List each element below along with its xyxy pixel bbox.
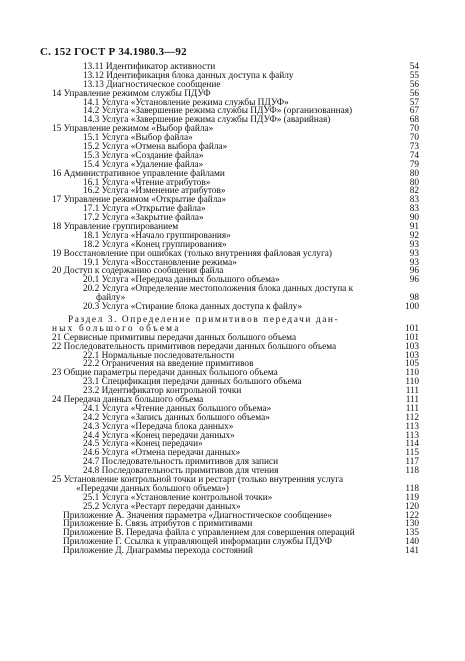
toc-entry-title: 19.1 Услуга «Восстановление режима» xyxy=(83,257,237,268)
toc-entry-title: 25.2 Услуга «Рестарт передачи данных» xyxy=(83,501,241,512)
toc-entry-page: 93 xyxy=(409,248,419,259)
toc-entry-title: 14 Управление режимом службы ПДУФ xyxy=(52,88,211,99)
toc-entry-title: 15.4 Услуга «Удаление файла» xyxy=(83,159,204,170)
toc-entry-title: 24.8 Последовательность примитивов для чтения xyxy=(83,466,279,477)
toc-entry-page: 105 xyxy=(405,359,419,370)
toc-entry-title: 24.4 Услуга «Конец передачи данных» xyxy=(83,430,235,441)
toc-entry-title: 18.2 Услуга «Конец группирования» xyxy=(83,239,227,250)
toc-entry-title: 20 Доступ к содержанию сообщения файла xyxy=(52,266,224,277)
toc-entry-page: 113 xyxy=(405,421,419,432)
toc-entry-page: 117 xyxy=(405,457,419,468)
toc-entry-title: 14.3 Услуга «Завершение режима службы ПДУФ» (аварийная) xyxy=(83,115,331,126)
toc-entry-page: 111 xyxy=(405,386,419,397)
toc-entry-page: 114 xyxy=(405,439,419,450)
toc-entry-title: 13.12 Идентификация блока данных доступа к файлу xyxy=(83,70,294,81)
toc-entry-title: «Передачи данных большого объема») xyxy=(76,483,229,494)
toc-entry-page: 110 xyxy=(405,377,419,388)
toc-entry-title: 19 Восстановление при ошибках (только внутренняя файловая услуга) xyxy=(52,248,332,259)
toc-entry xyxy=(0,179,465,188)
toc-entry-page: 120 xyxy=(405,501,419,512)
table-of-contents xyxy=(0,63,465,556)
toc-entry-page: 83 xyxy=(409,204,419,215)
toc-entry xyxy=(0,72,465,81)
toc-entry-page: 93 xyxy=(409,239,419,250)
toc-entry-title: 24.5 Услуга «Конец передачи» xyxy=(83,439,203,450)
toc-entry-title: 15 Управление режимом «Выбор файла» xyxy=(52,124,214,135)
toc-entry-title: 15.2 Услуга «Отмена выбора файла» xyxy=(83,142,228,153)
toc-entry-title: 15.3 Услуга «Создание файла» xyxy=(83,150,204,161)
toc-entry-page: 91 xyxy=(409,222,419,233)
toc-entry-page: 113 xyxy=(405,430,419,441)
toc-entry-title: ных большого объема xyxy=(52,323,181,334)
toc-entry-page: 135 xyxy=(405,528,419,539)
toc-entry xyxy=(0,143,465,152)
toc-entry-title: 25.1 Услуга «Установление контрольной точки» xyxy=(83,492,273,503)
toc-entry-title: 24.1 Услуга «Чтение данных большого объема» xyxy=(83,403,272,414)
toc-entry xyxy=(0,125,465,134)
toc-entry-title: 18.1 Услуга «Начало группирования» xyxy=(83,230,231,241)
toc-entry-title: 17 Управление режимом «Открытие файла» xyxy=(52,195,227,206)
toc-entry-page: 111 xyxy=(405,394,419,405)
toc-entry-page: 122 xyxy=(405,510,419,521)
toc-entry-title: 16.2 Услуга «Изменение атрибутов» xyxy=(83,186,226,197)
toc-entry-title: 14.2 Услуга «Завершение режима службы ПДУФ» (организованная) xyxy=(83,106,353,117)
toc-entry-title: 23.2 Идентификатор контрольной точки xyxy=(83,386,242,397)
toc-entry-title: 20.3 Услуга «Стирание блока данных доступа к файлу» xyxy=(83,302,303,313)
page-header: С. 152 ГОСТ Р 34.1980.3—92 xyxy=(40,46,187,58)
toc-entry-page: 56 xyxy=(409,79,419,90)
toc-entry-title: 24.6 Услуга «Отмена передачи данных» xyxy=(83,448,241,459)
toc-entry-page: 110 xyxy=(405,368,419,379)
toc-entry-title: 17.2 Услуга «Закрытие файла» xyxy=(83,213,204,224)
toc-entry-title: файлу» xyxy=(96,293,126,304)
toc-entry-title: 14.1 Услуга «Установление режима службы ПДУФ» xyxy=(83,97,289,108)
toc-entry-page: 79 xyxy=(409,159,419,170)
toc-entry-title: 22 Последовательность примитивов передачи данных большого объема xyxy=(52,341,337,352)
toc-entry-title: 16.1 Услуга «Чтение атрибутов» xyxy=(83,177,211,188)
toc-entry xyxy=(0,232,465,241)
toc-entry-page: 98 xyxy=(409,293,419,304)
toc-entry-title: 13.11 Идентификатор активности xyxy=(83,62,216,72)
toc-entry-title: 23 Общие параметры передачи данных большого объема xyxy=(52,368,278,379)
toc-entry-title: 15.1 Услуга «Выбор файла» xyxy=(83,133,193,144)
toc-entry-page: 96 xyxy=(409,275,419,286)
toc-entry xyxy=(0,170,465,179)
toc-entry-title: 13.13 Диагностическое сообщение xyxy=(83,79,221,90)
toc-entry-page: 103 xyxy=(405,350,419,361)
toc-entry-page: 70 xyxy=(409,124,419,135)
toc-entry xyxy=(0,196,465,205)
toc-entry-page: 83 xyxy=(409,195,419,206)
toc-entry-page: 96 xyxy=(409,266,419,277)
toc-entry xyxy=(0,205,465,214)
toc-entry-title: 24.3 Услуга «Передача блока данных» xyxy=(83,421,234,432)
toc-entry-page: 74 xyxy=(409,150,419,161)
toc-entry-title: 16 Административное управление файлами xyxy=(52,168,225,179)
toc-entry-page: 130 xyxy=(405,519,419,530)
toc-entry-page: 70 xyxy=(409,133,419,144)
toc-entry xyxy=(0,303,465,312)
toc-entry-title: 18 Управление группированием xyxy=(52,222,179,233)
toc-entry-page: 67 xyxy=(409,106,419,117)
toc-entry-title: Приложение В. Передача файла с управлением для совершения операций xyxy=(63,528,355,539)
toc-entry-title: Приложение А. Значения параметра «Диагностическое сообщение» xyxy=(63,510,332,521)
toc-entry-page: 115 xyxy=(405,448,419,459)
toc-entry-page: 82 xyxy=(409,186,419,197)
toc-entry-page: 93 xyxy=(409,257,419,268)
toc-entry-page: 118 xyxy=(405,466,419,477)
toc-entry-title: 20.2 Услуга «Определение местоположения блока данных доступа к xyxy=(83,284,354,295)
toc-entry-page: 118 xyxy=(405,483,419,494)
toc-entry xyxy=(0,432,465,441)
toc-entry-page: 80 xyxy=(409,168,419,179)
toc-entry-title: 22.1 Нормальные последовательности xyxy=(83,350,235,361)
toc-entry xyxy=(0,547,465,556)
toc-entry-title: Приложение Д. Диаграммы перехода состояний xyxy=(63,546,253,557)
toc-entry-page: 119 xyxy=(405,492,419,503)
toc-entry xyxy=(0,223,465,232)
toc-entry-page: 80 xyxy=(409,177,419,188)
toc-entry xyxy=(0,476,465,485)
toc-entry-page: 56 xyxy=(409,88,419,99)
toc-entry-page: 90 xyxy=(409,213,419,224)
toc-entry-title: 25 Установление контрольной точки и рестарт (только внутренняя услуга xyxy=(52,474,344,485)
toc-entry-page: 68 xyxy=(409,115,419,126)
toc-entry-page: 92 xyxy=(409,230,419,241)
toc-entry-title: 20.1 Услуга «Передача данных большого объема» xyxy=(83,275,280,286)
toc-entry-page: 112 xyxy=(405,412,419,423)
toc-entry-title: Раздел 3. Определение примитивов передачи дан- xyxy=(68,314,340,325)
toc-entry-title: 24 Передача данных большого объема xyxy=(52,394,204,405)
toc-entry-title: Приложение Б. Связь атрибутов с примитивами xyxy=(63,519,253,530)
toc-entry-page: 140 xyxy=(405,537,419,548)
toc-entry-title: 21 Сервисные примитивы передачи данных большого объема xyxy=(52,332,297,343)
toc-entry-page: 54 xyxy=(409,62,419,72)
toc-entry-page: 73 xyxy=(409,142,419,153)
toc-entry-page: 100 xyxy=(405,302,419,313)
toc-entry-page: 101 xyxy=(405,332,419,343)
toc-entry-page: 55 xyxy=(409,70,419,81)
toc-entry-title: Приложение Г. Ссылка к управляющей информации службы ПДУФ xyxy=(63,537,332,548)
toc-entry-page: 111 xyxy=(405,403,419,414)
toc-entry-title: 22.2 Ограничения на введение примитивов xyxy=(83,359,254,370)
toc-entry xyxy=(0,285,465,294)
toc-entry-page: 101 xyxy=(405,323,419,334)
toc-entry-page: 57 xyxy=(409,97,419,108)
toc-entry-page: 141 xyxy=(405,546,419,557)
toc-entry-page: 103 xyxy=(405,341,419,352)
toc-entry-title: 24.2 Услуга «Запись данных большого объема» xyxy=(83,412,270,423)
toc-entry xyxy=(0,152,465,161)
toc-entry xyxy=(0,134,465,143)
toc-entry-title: 17.1 Услуга «Открытие файла» xyxy=(83,204,206,215)
toc-entry-title: 24.7 Последовательность примитивов для записи xyxy=(83,457,279,468)
toc-entry-title: 23.1 Спецификация передачи данных большого объема xyxy=(83,377,302,388)
